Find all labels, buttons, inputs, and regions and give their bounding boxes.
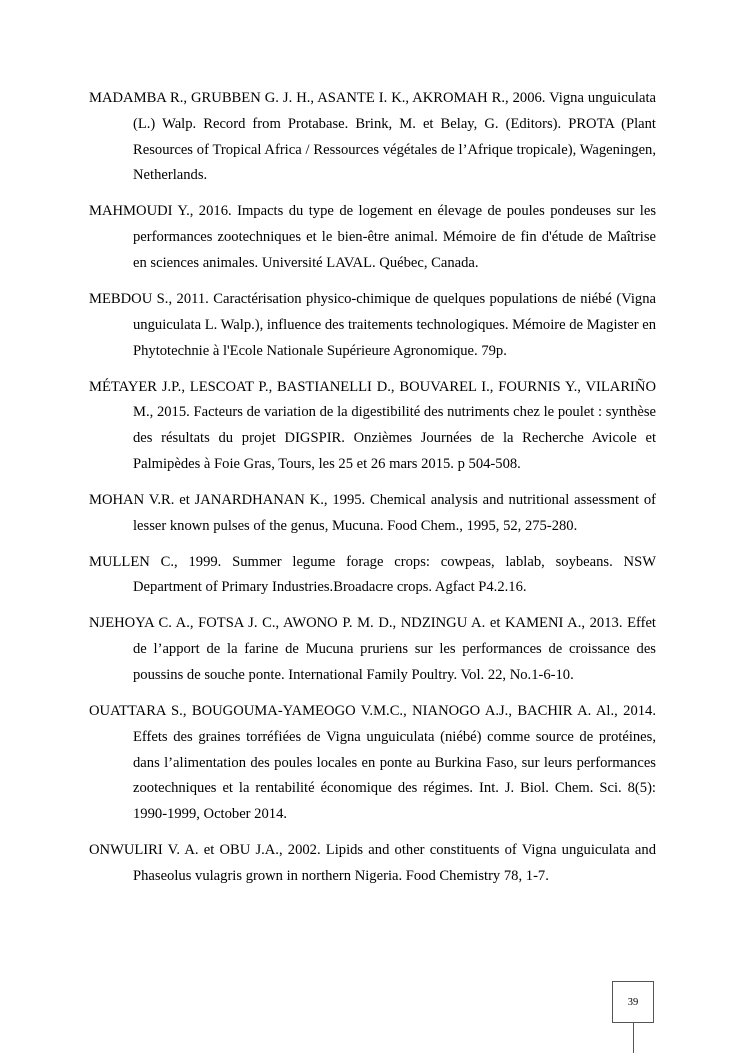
reference-entry: OUATTARA S., BOUGOUMA-YAMEOGO V.M.C., NIANOGO A.J., BACHIR A. Al., 2014. Effets des graines torréfiées de Vigna unguiculata (niébé) comme source de protéines, dans l’alimentation des poules locales en ponte au Burkina Faso, sur leurs performances zootechniques et la rentabilité économique des régimes. Int. J. Biol. Chem. Sci. 8(5): 1990-1999, October 2014. — [89, 703, 656, 823]
reference-entry: MÉTAYER J.P., LESCOAT P., BASTIANELLI D., BOUVAREL I., FOURNIS Y., VILARIÑO M., 2015. Facteurs de variation de la digestibilité des nutriments chez le poulet : synthèse des résultats du projet DIGSPIR. Onzièmes Journées de la Recherche Avicole et Palmipèdes à Foie Gras, Tours, les 25 et 26 mars 2015. p 504-508. — [89, 378, 656, 472]
reference-list — [89, 86, 656, 900]
reference-entry: MOHAN V.R. et JANARDHANAN K., 1995. Chemical analysis and nutritional assessment of lesser known pulses of the genus, Mucuna. Food Chem., 1995, 52, 275-280. — [89, 491, 656, 534]
reference-entry: ONWULIRI V. A. et OBU J.A., 2002. Lipids and other constituents of Vigna unguiculata and Phaseolus vulagris grown in northern Nigeria. Food Chemistry 78, 1-7. — [89, 842, 656, 885]
page-number-connector — [633, 1023, 634, 1053]
reference-entry: MULLEN C., 1999. Summer legume forage crops: cowpeas, lablab, soybeans. NSW Department of Primary Industries.Broadacre crops. Agfact P4.2.16. — [89, 553, 656, 596]
reference-entry: MEBDOU S., 2011. Caractérisation physico-chimique de quelques populations de niébé (Vigna unguiculata L. Walp.), influence des traitements technologiques. Mémoire de Magister en Phytotechnie à l'Ecole Nationale Supérieure Agronomique. 79p. — [89, 290, 656, 359]
reference-entry: MADAMBA R., GRUBBEN G. J. H., ASANTE I. K., AKROMAH R., 2006. Vigna unguiculata (L.) Walp. Record from Protabase. Brink, M. et Belay, G. (Editors). PROTA (Plant Resources of Tropical Africa / Ressources végétales de l’Afrique tropicale), Wageningen, Netherlands. — [89, 90, 656, 184]
reference-entry: NJEHOYA C. A., FOTSA J. C., AWONO P. M. D., NDZINGU A. et KAMENI A., 2013. Effet de l’apport de la farine de Mucuna pruriens sur les performances de croissance des poussins de souche ponte. International Family Poultry. Vol. 22, No.1-6-10. — [89, 615, 656, 684]
page-number-label: 39 — [627, 996, 639, 1008]
page-number — [612, 981, 654, 1023]
reference-entry: MAHMOUDI Y., 2016. Impacts du type de logement en élevage de poules pondeuses sur les performances zootechniques et le bien-être animal. Mémoire de fin d'étude de Maîtrise en sciences animales. Université LAVAL. Québec, Canada. — [89, 203, 656, 271]
